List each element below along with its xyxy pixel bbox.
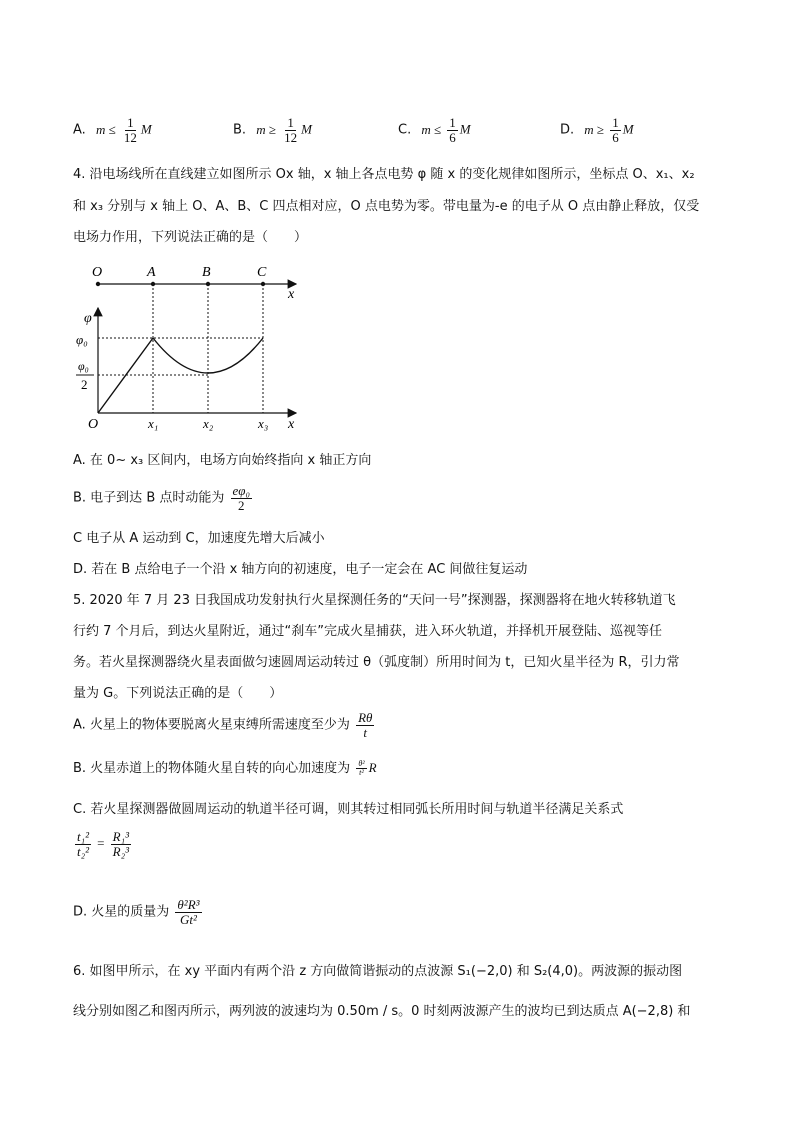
q4-option-c: C 电子从 A 运动到 C，加速度先增大后减小 <box>73 531 325 546</box>
tick-x1: x₁ <box>148 416 159 431</box>
fraction: $\frac{1}{12}$ <box>284 115 298 145</box>
fraction: $\frac{1}{6}$ <box>612 115 619 145</box>
q5-stem-line-1: 5. 2020 年 7 月 23 日我国成功发射执行火星探测任务的“天问一号”探测器，探测器将在地火转移轨道飞 <box>73 593 676 608</box>
label-o: O <box>92 265 103 280</box>
q5-stem-line-3: 务。若火星探测器绕火星表面做匀速圆周运动转过 θ（弧度制）所用时间为 t，已知火星半径为 R，引力常 <box>73 655 680 670</box>
q6-stem-line-2: 线分别如图乙和图丙所示，两列波的波速均为 0.50m / s。0 时刻两波源产生的波均已到达质点 A(−2,8) 和 <box>73 1004 691 1019</box>
q4-stem-line-3: 电场力作用，下列说法正确的是（ ） <box>73 230 308 245</box>
label-a: A <box>147 265 156 280</box>
origin-label: O <box>88 417 99 432</box>
half-phi0-num: φ₀ <box>78 359 89 373</box>
q5-option-c: C. 若火星探测器做圆周运动的轨道半径可调，则其转过相同弧长所用时间与轨道半径满足关系式 <box>73 802 624 817</box>
fraction: $\frac{1}{12}$ <box>123 115 137 145</box>
q5-option-c-formula: $\frac{\text{t₁²}}{\text{t₂²}}$ = $\frac{\text{R₁³}}{\text{R₂³}}$ <box>77 829 130 859</box>
q4-stem-line-1: 4. 沿电场线所在直线建立如图所示 Ox 轴，x 轴上各点电势 φ 随 x 的变化规律如图所示，坐标点 O、x₁、x₂ <box>73 167 695 182</box>
q4-option-a: A. 在 0~ x₃ 区间内，电场方向始终指向 x 轴正方向 <box>73 453 372 468</box>
half-phi0-den: 2 <box>81 377 88 392</box>
q4-option-b: B. 电子到达 B 点时动能为 $\frac{\text{eφ₀}}{2}$ <box>73 483 250 513</box>
x-axis-label: x <box>288 417 295 432</box>
phi0-label: φ₀ <box>76 332 88 347</box>
q5-stem-line-2: 行约 7 个月后，到达火星附近，通过“刹车”完成火星捕获，进入环火轨道，并择机开展登陆、巡视等任 <box>73 624 663 639</box>
q4-stem-line-2: 和 x₃ 分别与 x 轴上 O、A、B、C 四点相对应，O 点电势为零。带电量为-e 的电子从 O 点由静止释放，仅受 <box>73 199 700 214</box>
label-b: B <box>202 265 211 280</box>
q5-option-a: A. 火星上的物体要脱离火星束缚所需速度至少为 $\frac{R\theta}{t}$ <box>73 710 373 740</box>
q3-option-d: D. m ≥ $\frac{1}{6}$ M <box>560 115 634 145</box>
q3-option-a: A. m ≤ $\frac{1}{12}$ M <box>73 115 152 145</box>
q3-option-c: C. m ≤ $\frac{1}{6}$ M <box>398 115 471 145</box>
q4-option-d: D. 若在 B 点给电子一个沿 x 轴方向的初速度，电子一定会在 AC 间做往复运动 <box>73 562 528 577</box>
q5-option-b: B. 火星赤道上的物体随火星自转的向心加速度为 $\frac{\text{θ²}}{\text{t²}}$ R <box>73 758 377 777</box>
q3-option-b: B. m ≥ $\frac{1}{12}$ M <box>233 115 312 145</box>
point-o <box>96 282 100 286</box>
phi-label: φ <box>84 311 92 326</box>
q4-potential-graph <box>70 258 310 433</box>
q6-stem-line-1: 6. 如图甲所示，在 xy 平面内有两个沿 z 方向做简谐振动的点波源 S₁(−2,0) 和 S₂(4,0)。两波源的振动图 <box>73 964 683 979</box>
label-c: C <box>257 265 267 280</box>
tick-x3: x₃ <box>258 416 269 431</box>
top-x-label: x <box>288 287 295 302</box>
q5-stem-line-4: 量为 G。下列说法正确的是（ ） <box>73 686 283 701</box>
q5-option-d: D. 火星的质量为 $\frac{\text{θ²R³}}{\text{Gt²}}$ <box>73 897 200 927</box>
fraction: $\frac{1}{6}$ <box>449 115 456 145</box>
tick-x2: x₂ <box>203 416 214 431</box>
